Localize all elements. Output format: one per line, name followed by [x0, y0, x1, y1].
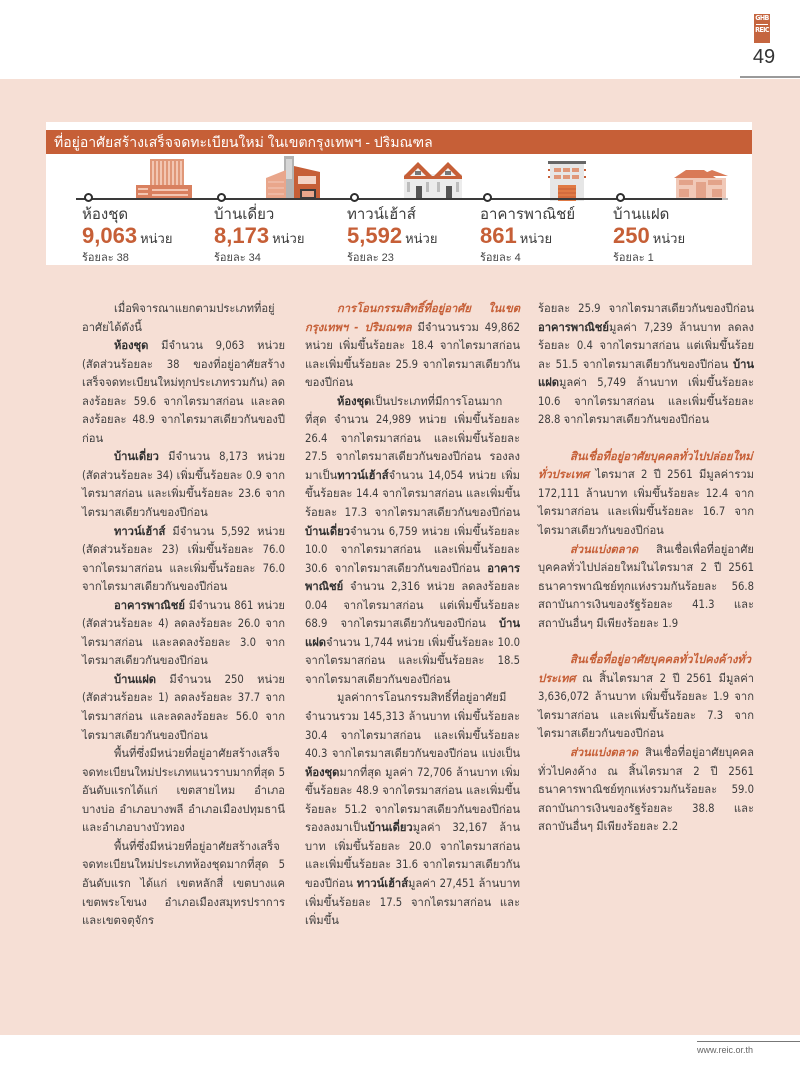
timeline-node [350, 193, 359, 202]
paragraph [538, 300, 754, 430]
bold-term: อาคารพาณิชย์ [538, 320, 609, 334]
logo-line-1: GHB [755, 14, 769, 22]
paragraph-text: มีจำนวน 9,063 หน่วย (สัดส่วนร้อยละ 38 ของที่อยู่อาศัยสร้างเสร็จจดทะเบียนใหม่ทุกประเภทรวมกัน) ลดลงร้อยละ 59.6 จากไตรมาสก่อน และลดลงร้อยละ 48.9 จากไตรมาสเดียวกันของปีก่อน [82, 339, 285, 445]
timeline-line [76, 198, 722, 200]
bold-term: อาคารพาณิชย์ [305, 561, 520, 594]
paragraph-text: มีจำนวน 8,173 หน่วย (สัดส่วนร้อยละ 34) เพิ่มขึ้นร้อยละ 0.9 จากไตรมาสก่อน และเพิ่มขึ้นร้อยละ 23.6 จากไตรมาสเดียวกันของปีก่อน [82, 450, 285, 520]
stat-percent: ร้อยละ 4 [480, 252, 521, 264]
footer-rule [697, 1041, 800, 1042]
paragraph-text: ร้อยละ 25.9 จากไตรมาสเดียวกันของปีก่อน [538, 302, 754, 315]
text-column-1 [82, 300, 285, 931]
paragraph-text: สินเชื่อที่อยู่อาศัยบุคคลทั่วไปคงค้าง ณ สิ้นไตรมาส 2 ปี 2561 ธนาคารพาณิชย์ทุกแห่งรวมกันร้อยละ 59.0 สถาบันการเงินของรัฐร้อยละ 38.8 และสถาบันอื่นๆ มีเพียงร้อยละ 2.2 [538, 746, 754, 834]
section-heading: ส่วนแบ่งตลาด [570, 746, 639, 760]
paragraph: พื้นที่ซึ่งมีหน่วยที่อยู่อาศัยสร้างเสร็จจดทะเบียนใหม่ประเภทแนวราบมากที่สุด 5 อันดับแรกได้แก่ เขตสายไหม อำเภอบางบ่อ อำเภอบางพลี อำเภอเมืองปทุมธานี และอำเภอบางบัวทอง [82, 747, 285, 835]
stat-number: 5,592 [347, 223, 403, 248]
paragraph-text: มีจำนวนรวม 49,862 หน่วย เพิ่มขึ้นร้อยละ 18.4 จากไตรมาสก่อน และเพิ่มขึ้นร้อยละ 25.9 จากไตรมาสเดียวกันของปีก่อน [305, 320, 520, 390]
stat-value [613, 224, 753, 251]
paragraph-text: จำนวน 6,759 หน่วย เพิ่มขึ้นร้อยละ 10.0 จากไตรมาสก่อน และเพิ่มขึ้นร้อยละ 30.6 จากไตรมาสเดียวกันของปีก่อน [305, 524, 520, 575]
stat-item-twin-house [613, 206, 753, 265]
section-heading: การโอนกรรมสิทธิ์ที่อยู่อาศัย ในเขตกรุงเทพฯ - ปริมณฑล [305, 302, 520, 334]
townhouse-icon [404, 158, 462, 200]
stat-value [214, 224, 354, 251]
paragraph [305, 300, 520, 393]
stat-unit: หน่วย [140, 231, 173, 246]
stat-label: ทาวน์เฮ้าส์ [347, 206, 416, 223]
infographic-panel [46, 122, 752, 265]
paragraph [538, 651, 754, 744]
stat-label: อาคารพาณิชย์ [480, 206, 576, 223]
stat-unit: หน่วย [519, 231, 553, 246]
timeline-node [616, 193, 625, 202]
paragraph [82, 671, 285, 745]
paragraph [538, 744, 754, 837]
stat-item-townhouse [347, 206, 487, 265]
bold-term: ทาวน์เฮ้าส์ [114, 524, 166, 538]
logo-line-2: REIC [755, 26, 769, 34]
paragraph: เมื่อพิจารณาแยกตามประเภทที่อยู่อาศัยได้ดังนี้ [82, 302, 275, 334]
bold-term: ห้องชุด [305, 765, 340, 779]
condo-building-icon [136, 159, 192, 200]
bold-term: บ้านแฝด [538, 357, 754, 390]
stat-label: บ้านเดี่ยว [214, 206, 275, 223]
paragraph [82, 597, 285, 671]
stat-number: 9,063 [82, 223, 138, 248]
paragraph-text: ไตรมาส 2 ปี 2561 มีมูลค่ารวม 172,111 ล้านบาท เพิ่มขึ้นร้อยละ 12.4 จากไตรมาสก่อน และเพิ่มขึ้นร้อยละ 16.7 จากไตรมาสเดียวกันของปีก่อน [538, 468, 754, 538]
stat-number: 250 [613, 223, 650, 248]
bold-term: บ้านเดี่ยว [305, 524, 350, 538]
stat-value [347, 224, 487, 251]
section-heading: สินเชื่อที่อยู่อาศัยบุคคลทั่วไปคงค้างทั่วประเทศ [538, 653, 752, 685]
bold-term: ห้องชุด [337, 394, 372, 408]
paragraph-text: มีจำนวน 861 หน่วย (สัดส่วนร้อยละ 4) ลดลงร้อยละ 26.0 จากไตรมาสก่อน และลดลงร้อยละ 3.0 จากไตรมาสเดียวกันของปีก่อน [82, 598, 285, 668]
stat-unit: หน่วย [652, 231, 686, 246]
paragraph-text: จำนวน 2,316 หน่วย ลดลงร้อยละ 0.04 จากไตรมาสก่อน แต่เพิ่มขึ้นร้อยละ 68.9 จากไตรมาสเดียวกันของปีก่อน [305, 580, 520, 631]
timeline-node [84, 193, 93, 202]
stat-unit: หน่วย [405, 231, 438, 246]
detached-house-icon [266, 156, 320, 200]
bold-term: ห้องชุด [114, 339, 149, 353]
stat-percent: ร้อยละ 38 [82, 252, 129, 264]
paragraph-text: มูลค่า 5,749 ล้านบาท เพิ่มขึ้นร้อยละ 10.6 จากไตรมาสก่อน และเพิ่มขึ้นร้อยละ 28.8 จากไตรมาสเดียวกันของปีก่อน [538, 376, 754, 427]
bold-term: อาคารพาณิชย์ [114, 598, 185, 612]
infographic-title: ที่อยู่อาศัยสร้างเสร็จจดทะเบียนใหม่ ในเขตกรุงเทพฯ - ปริมณฑล [46, 130, 752, 154]
logo-divider [756, 24, 768, 25]
paragraph-text: มูลค่าการโอนกรรมสิทธิ์ที่อยู่อาศัยมีจำนวนรวม 145,313 ล้านบาท เพิ่มขึ้นร้อยละ 30.4 จากไตรมาสก่อน และเพิ่มขึ้นร้อยละ 40.3 จากไตรมาสเดียวกันของปีก่อน แบ่งเป็น [305, 691, 520, 761]
text-column-3 [538, 300, 754, 837]
stat-percent: ร้อยละ 23 [347, 252, 394, 264]
paragraph [82, 337, 285, 448]
header-rule [740, 76, 800, 78]
stat-number: 8,173 [214, 223, 270, 248]
section-heading: ส่วนแบ่งตลาด [570, 542, 639, 556]
stat-item-commercial [480, 206, 620, 265]
paragraph [305, 393, 520, 690]
paragraph-text: จำนวน 14,054 หน่วย เพิ่มขึ้นร้อยละ 14.4 จากไตรมาสก่อน และเพิ่มขึ้นร้อยละ 17.3 จากไตรมาสเดียวกันของปีก่อน [305, 468, 520, 520]
stat-label: ห้องชุด [82, 206, 129, 223]
stat-value [480, 224, 620, 251]
twin-house-icon [674, 168, 728, 200]
paragraph [82, 523, 285, 597]
stat-label: บ้านแฝด [613, 206, 670, 223]
stat-number: 861 [480, 223, 517, 248]
paragraph-text: มูลค่า 27,451 ล้านบาท เพิ่มขึ้นร้อยละ 17.5 จากไตรมาสก่อน และเพิ่มขึ้น [305, 876, 520, 928]
stat-value [82, 224, 222, 251]
bold-term: บ้านเดี่ยว [367, 821, 413, 835]
paragraph-gap [538, 430, 754, 448]
paragraph: พื้นที่ซึ่งมีหน่วยที่อยู่อาศัยสร้างเสร็จจดทะเบียนใหม่ประเภทห้องชุดมากที่สุด 5 อันดับแรก ได้แก่ เขตหลักสี่ เขตบางแค เขตพระโขนง อำเภอเมืองสมุทรปราการ และเขตจตุจักร [82, 839, 285, 928]
timeline-node [483, 193, 492, 202]
bold-term: ทาวน์เฮ้าส์ [337, 468, 389, 482]
section-heading: สินเชื่อที่อยู่อาศัยบุคคลทั่วไปปล่อยใหม่ทั่วประเทศ [538, 449, 753, 482]
paragraph-text: เป็นประเภทที่มีการโอนมากที่สุด จำนวน 24,989 หน่วย เพิ่มขึ้นร้อยละ 26.4 จากไตรมาสก่อน และเพิ่มขึ้นร้อยละ 27.5 จากไตรมาสเดียวกันของปีก่อน รองลงมาเป็น [305, 394, 520, 482]
paragraph-text: มีจำนวน 250 หน่วย (สัดส่วนร้อยละ 1) ลดลงร้อยละ 37.7 จากไตรมาสก่อน และลดลงร้อยละ 56.0 จากไตรมาสเดียวกันของปีก่อน [82, 672, 285, 742]
timeline-node [217, 193, 226, 202]
text-column-2 [305, 300, 520, 931]
bold-term: บ้านแฝด [305, 617, 520, 649]
stat-item-detached-house [214, 206, 354, 265]
paragraph-text: จำนวน 1,744 หน่วย เพิ่มขึ้นร้อยละ 10.0 จากไตรมาสก่อน และเพิ่มขึ้นร้อยละ 18.5 จากไตรมาสเดียวกันของปีก่อน [305, 635, 520, 686]
bold-term: บ้านเดี่ยว [114, 450, 159, 464]
paragraph-text: สินเชื่อเพื่อที่อยู่อาศัยบุคคลทั่วไปปล่อยใหม่ในไตรมาส 2 ปี 2561 ธนาคารพาณิชย์ทุกแห่งรวมกันร้อยละ 56.8 สถาบันการเงินของรัฐร้อยละ 41.3 และสถาบันอื่นๆ มีเพียงร้อยละ 1.9 [538, 542, 754, 630]
stat-percent: ร้อยละ 34 [214, 252, 261, 264]
paragraph-text: มูลค่า 7,239 ล้านบาท ลดลงร้อยละ 0.4 จากไตรมาสก่อน แต่เพิ่มขึ้นร้อยละ 51.5 จากไตรมาสเดียวกันของปีก่อน [538, 320, 754, 371]
stat-percent: ร้อยละ 1 [613, 252, 654, 264]
paragraph [305, 689, 520, 930]
bold-term: ทาวน์เฮ้าส์ [356, 876, 409, 890]
paragraph [82, 448, 285, 522]
paragraph [538, 541, 754, 634]
paragraph-text: มากที่สุด มูลค่า 72,706 ล้านบาท เพิ่มขึ้นร้อยละ 48.9 จากไตรมาสก่อน และเพิ่มขึ้นร้อยละ 51.2 จากไตรมาสเดียวกันของปีก่อน รองลงมาเป็น [305, 765, 520, 835]
paragraph-text: ณ สิ้นไตรมาส 2 ปี 2561 มีมูลค่า 3,636,072 ล้านบาท เพิ่มขึ้นร้อยละ 1.9 จากไตรมาสก่อน และเพิ่มขึ้นร้อยละ 7.3 จากไตรมาสเดียวกันของปีก่อน [538, 671, 754, 741]
ghb-reic-logo [754, 14, 770, 43]
bold-term: บ้านแฝด [114, 672, 157, 686]
stat-item-condo [82, 206, 222, 265]
paragraph-gap [538, 633, 754, 651]
page-number: 49 [752, 46, 776, 68]
paragraph [538, 448, 754, 541]
footer-url[interactable]: www.reic.or.th [697, 1045, 754, 1055]
paragraph-text: มีจำนวน 5,592 หน่วย (สัดส่วนร้อยละ 23) เพิ่มขึ้นร้อยละ 76.0 จากไตรมาสก่อน และเพิ่มขึ้นร้อยละ 76.0 จากไตรมาสเดียวกันของปีก่อน [82, 524, 285, 594]
stat-unit: หน่วย [272, 231, 305, 246]
commercial-building-icon [548, 161, 586, 201]
paragraph-text: มูลค่า 32,167 ล้านบาท เพิ่มขึ้นร้อยละ 20.0 จากไตรมาสก่อน และเพิ่มขึ้นร้อยละ 31.6 จากไตรมาสเดียวกันของปีก่อน [305, 821, 520, 890]
